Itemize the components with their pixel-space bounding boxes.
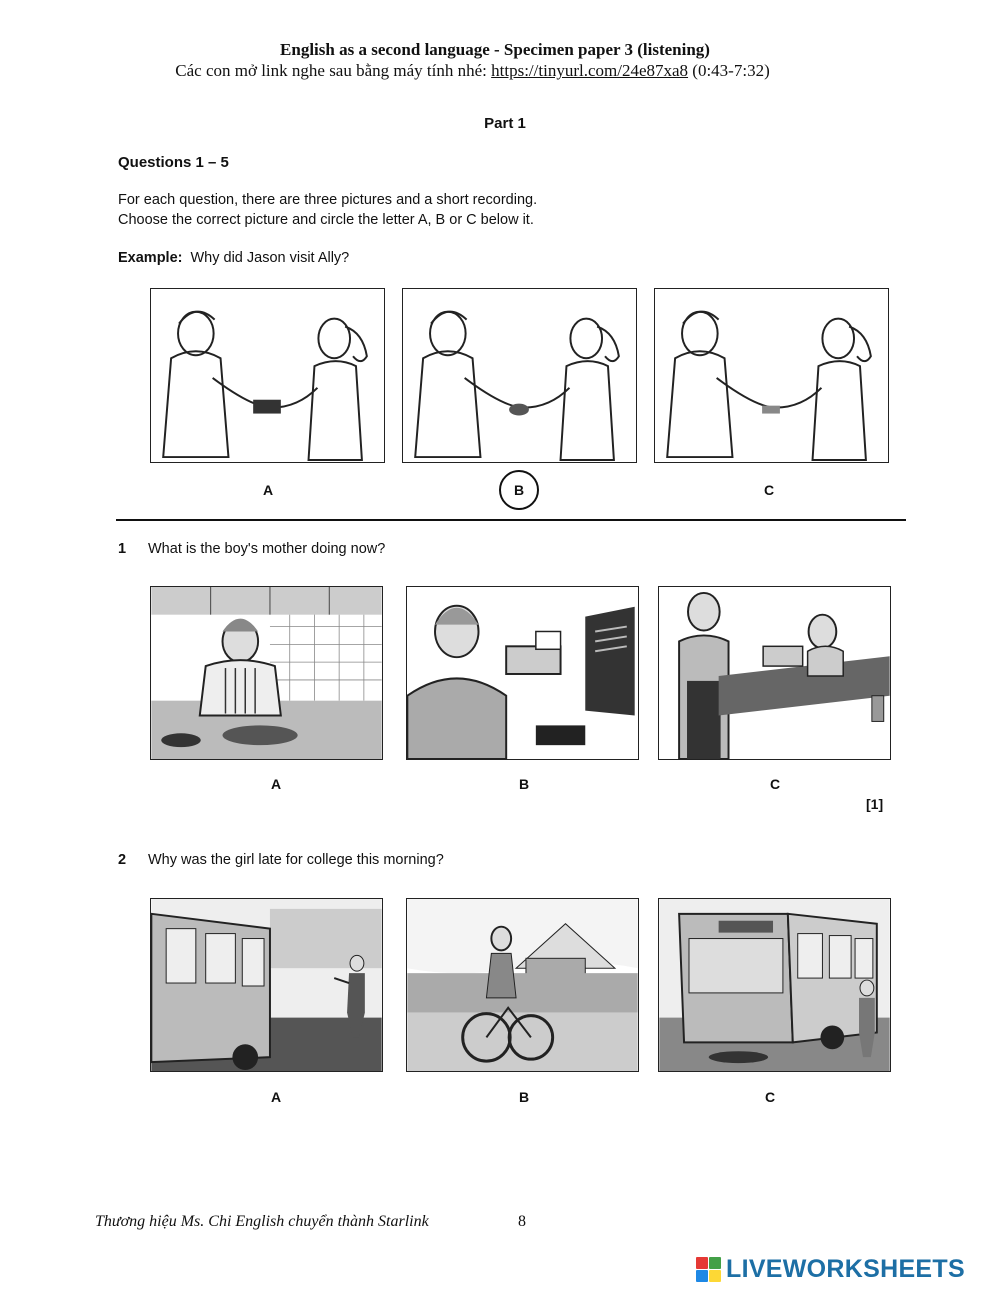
audio-time-range: (0:43-7:32) <box>688 61 770 80</box>
example-question <box>118 250 349 266</box>
question-1-option-a[interactable]: A <box>270 776 282 792</box>
mother-at-shop-counter-illustration <box>659 587 890 759</box>
question-1-picture-b[interactable] <box>406 586 639 760</box>
question-1-mark: [1] <box>866 796 884 812</box>
liveworksheets-logo[interactable] <box>696 1255 965 1284</box>
mother-cooking-illustration <box>151 587 382 759</box>
section-divider <box>116 519 906 521</box>
audio-link[interactable]: https://tinyurl.com/24e87xa8 <box>491 61 689 80</box>
question-2-option-b[interactable]: B <box>518 1089 530 1105</box>
question-2-number: 2 <box>118 852 127 868</box>
example-option-a[interactable]: A <box>262 482 274 498</box>
document-title: English as a second language - Specimen paper 3 (listening) <box>280 40 710 59</box>
page-number: 8 <box>518 1213 526 1230</box>
logo-block-green <box>709 1257 721 1269</box>
instruction-line-2: Choose the correct picture and circle the letter A, B or C below it. <box>118 212 534 228</box>
question-1-picture-a[interactable] <box>150 586 383 760</box>
logo-block-blue <box>696 1270 708 1282</box>
boy-gives-money-illustration <box>655 289 888 462</box>
girl-on-bicycle-illustration <box>407 899 638 1071</box>
audio-link-line <box>0 61 945 81</box>
missed-bus-illustration <box>151 899 382 1071</box>
example-picture-c[interactable] <box>654 288 889 463</box>
question-1-option-c[interactable]: C <box>769 776 781 792</box>
footer-text: Thương hiệu Ms. Chi English chuyển thành Starlink <box>95 1213 429 1230</box>
logo-blocks-icon <box>696 1257 721 1282</box>
logo-text: LIVEWORKSHEETS <box>726 1255 965 1283</box>
question-1-option-b[interactable]: B <box>518 776 530 792</box>
question-2-option-a[interactable]: A <box>270 1089 282 1105</box>
boy-gives-cake-illustration <box>403 289 636 462</box>
example-picture-a[interactable] <box>150 288 385 463</box>
example-label: Example: <box>118 250 183 266</box>
question-2-text: Why was the girl late for college this morning? <box>148 852 444 868</box>
question-1-picture-c[interactable] <box>658 586 891 760</box>
audio-link-prefix: Các con mở link nghe sau bằng máy tính nhé: <box>175 61 492 80</box>
mother-at-office-illustration <box>407 587 638 759</box>
question-2-picture-c[interactable] <box>658 898 891 1072</box>
question-1-text: What is the boy's mother doing now? <box>148 541 386 557</box>
example-text: Why did Jason visit Ally? <box>190 250 350 266</box>
question-1-number: 1 <box>118 541 127 557</box>
example-option-c[interactable]: C <box>763 482 775 498</box>
broken-down-bus-illustration <box>659 899 890 1071</box>
boy-gives-book-illustration <box>151 289 384 462</box>
example-option-b-label: B <box>513 482 525 498</box>
instruction-line-1: For each question, there are three pictures and a short recording. <box>118 192 538 208</box>
logo-block-red <box>696 1257 708 1269</box>
questions-heading: Questions 1 – 5 <box>118 154 229 171</box>
example-picture-b[interactable] <box>402 288 637 463</box>
part-title: Part 1 <box>484 115 526 132</box>
example-option-b-circled[interactable] <box>499 470 539 510</box>
question-2-picture-b[interactable] <box>406 898 639 1072</box>
logo-block-yellow <box>709 1270 721 1282</box>
question-2-picture-a[interactable] <box>150 898 383 1072</box>
question-2-option-c[interactable]: C <box>764 1089 776 1105</box>
